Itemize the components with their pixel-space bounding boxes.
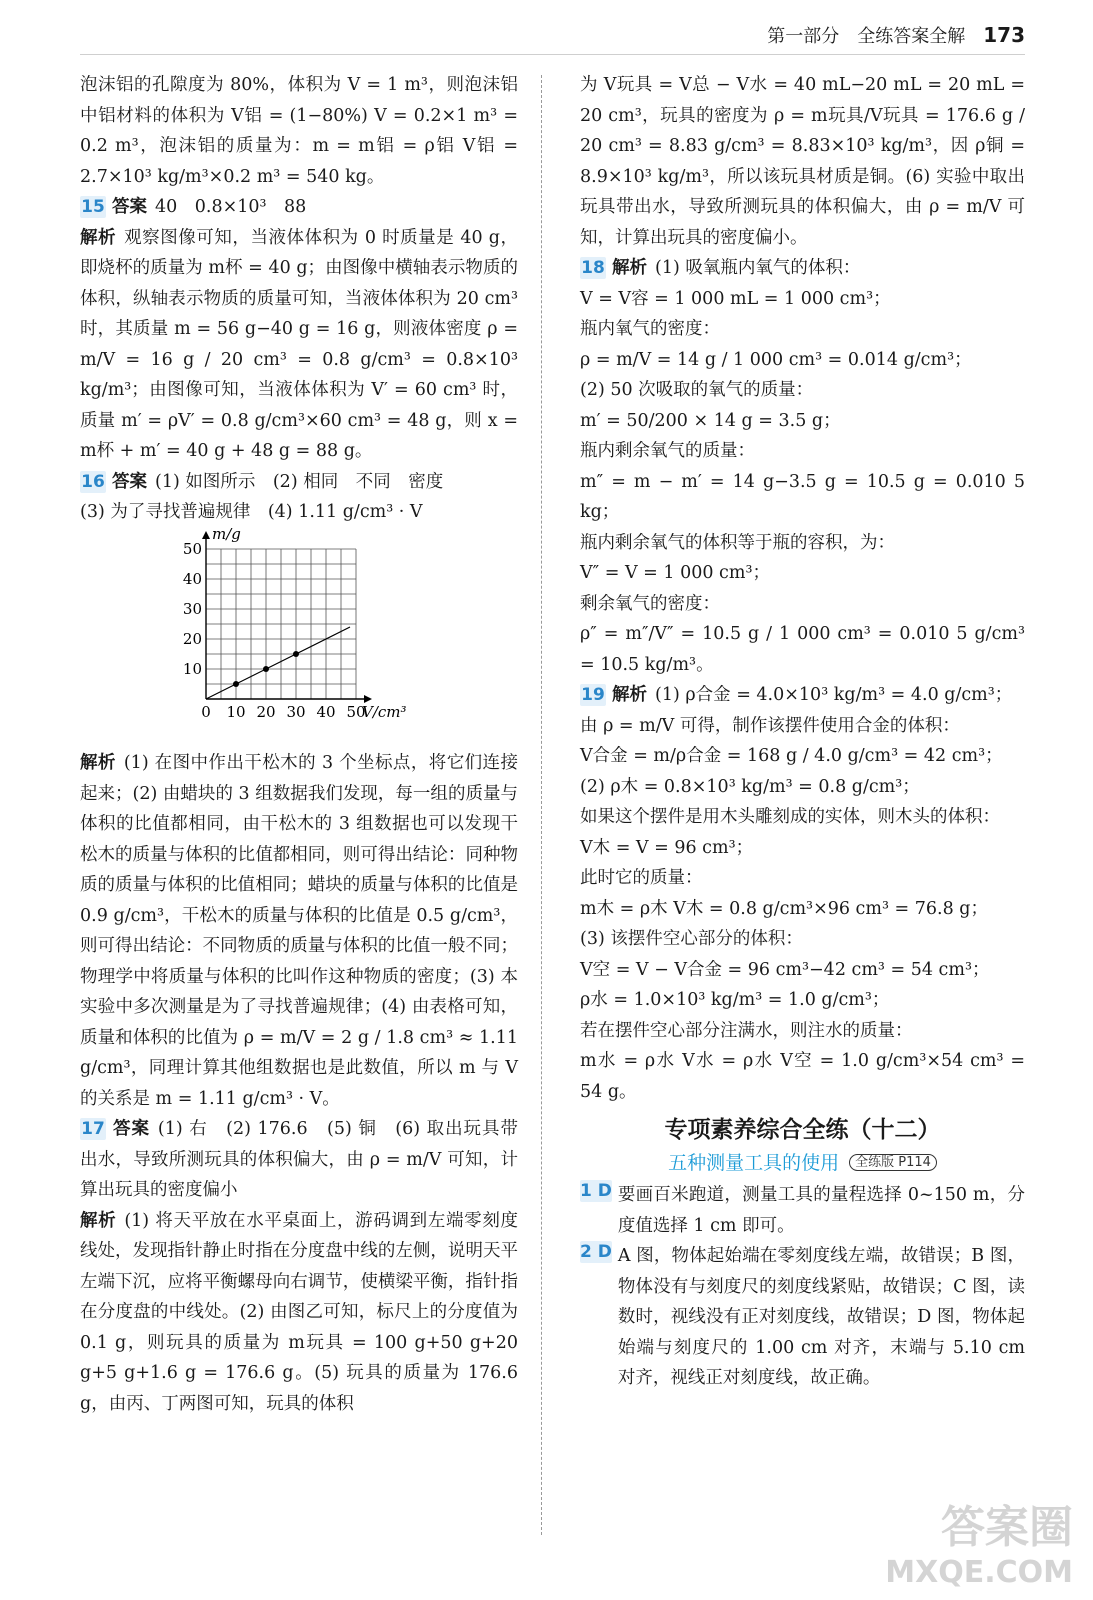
fit-line: [206, 627, 350, 699]
q19-line-9: V空 = V − V合金 = 96 cm³−42 cm³ = 54 cm³；: [580, 959, 990, 980]
q16-answer-line1: (1) 如图所示 (2) 相同 不同 密度: [155, 471, 444, 492]
section-subtitle: [580, 1148, 1025, 1179]
q15-answer-text: 40 0.8×10³ 88: [155, 197, 307, 217]
q19-header: [580, 680, 1025, 711]
right-column: [580, 70, 1025, 1394]
q17-analysis-text: (1) 将天平放在水平桌面上，游码调到左端零刻度线处，发现指针静止时指在分度盘中线的左侧，说明天平左端下沉，应将平衡螺母向右调节，使横梁平衡，指针指在分度盘的中线处。(2) 由图乙可知，标尺上的分度值为 0.1 g，则玩具的质量为 m玩具 = 100 g+50 g+20 g+5 g+1.6 g = 176.6 g。(5) 玩具的质量为 176.6 g，由丙、丁两图可知，玩具的体积: [80, 1210, 519, 1414]
q16-analysis-text: (1) 在图中作出干松木的 3 个坐标点，将它们连接起来；(2) 由蜡块的 3 组数据我们发现，每一组的质量与体积的比值都相同，由干松木的 3 组数据也可以发现干松木的质量与体积的比值都相同，则可得出结论：同种物质的质量与体积的比值相同；蜡块的质量与体积的比值是 0.9 g/cm³，干松木的质量与体积的比值是 0.5 g/cm³，则可得出结论：不同物质的质量与体积的比值一般不同；物理学中将质量与体积的比叫作这种物质的密度；(3) 本实验中多次测量是为了寻找普遍规律；(4) 由表格可知，质量和体积的比值为 ρ = m/V = 2 g / 1.8 cm³ ≈ 1.11 g/cm³，同理计算其他组数据也是此数值，所以 m 与 V 的关系是 m = 1.11 g/cm³ · V。: [80, 753, 519, 1109]
section-tag: 全练版 P114: [849, 1154, 937, 1171]
q15-analysis: [80, 223, 518, 467]
q17-answer: [80, 1114, 518, 1206]
item-2-text: A 图，物体起始端在零刻度线左端，故错误；B 图，物体没有与刻度尺的刻度线紧贴，故错误；C 图，读数时，视线没有正对刻度线，故错误；D 图，物体起始端与刻度尺的 1.00 cm 对齐，末端与 5.10 cm 对齐，视线正对刻度线，故正确。: [617, 1246, 1025, 1389]
item-1-text: 要画百米跑道，测量工具的量程选择 0~150 m，分度值选择 1 cm 即可。: [617, 1185, 1025, 1236]
section-title: 专项素养综合全练（十二）: [664, 1117, 941, 1143]
x-axis-label: V/cm³: [362, 702, 407, 721]
q15-analysis-text: 观察图像可知，当液体体积为 0 时质量是 40 g，即烧杯的质量为 m杯 = 40 g；由图像中横轴表示物质的体积，纵轴表示物质的质量可知，当液体体积为 20 cm³ 时，其质量 m = 56 g−40 g = 16 g，则液体密度 ρ = m/V = 16 g / 20 cm³ = 0.8 g/cm³ = 0.8×10³ kg/m³；由图像可知，当液体体积为 V′ = 60 cm³ 时，质量 m′ = ρV′ = 0.8 g/cm³×60 cm³ = 48 g，则 x = m杯 + m′ = 40 g + 48 g = 88 g。: [80, 227, 519, 461]
q18-label: 解析: [612, 258, 647, 278]
q18-line-8: 瓶内剩余氧气的体积等于瓶的容积，为：: [580, 532, 895, 553]
q17-number: 17: [81, 1119, 105, 1139]
x-tick-label: 50: [346, 702, 366, 721]
q17-analysis: [80, 1206, 518, 1420]
q16-answer-line2: (3) 为了寻找普遍规律 (4) 1.11 g/cm³ · V: [80, 502, 423, 522]
chart-svg: [170, 524, 407, 734]
q16-number: 16: [81, 471, 105, 492]
mass-volume-graph: [170, 524, 518, 745]
q17-continuation: 为 V玩具 = V总 − V水 = 40 mL−20 mL = 20 mL = 20 cm³，玩具的密度为 ρ = m玩具/V玩具 = 176.6 g / 20 cm³ = 8.83 g/cm³ = 8.83×10³ kg/m³，因 ρ铜 = 8.9×10³ kg/m³，所以该玩具材质是铜。(6) 实验中取出玩具带出水，导致所测玩具的体积偏大，由 ρ = m/V 可知，计算出玩具的密度偏小。: [580, 75, 1025, 248]
q17-answer-text: (1) 右 (2) 176.6 (5) 铜 (6) 取出玩具带出水，导致所测玩具的体积偏大，由 ρ = m/V 可知，计算出玩具的密度偏小: [80, 1119, 519, 1200]
q19-line-10: ρ水 = 1.0×10³ kg/m³ = 1.0 g/cm³；: [580, 990, 890, 1010]
y-tick-label: 50: [182, 539, 202, 558]
page-header: [767, 22, 1025, 48]
q19-line-4: 如果这个摆件是用木头雕刻成的实体，则木头的体积：: [580, 807, 1000, 827]
q19-line-6: 此时它的质量：: [580, 868, 703, 888]
y-tick-label: 40: [182, 569, 202, 588]
item-2: [580, 1241, 1025, 1394]
header-title: 全练答案全解: [857, 26, 966, 47]
q19-line-8: (3) 该摆件空心部分的体积：: [580, 929, 803, 949]
q18-line-9: V″ = V = 1 000 cm³；: [580, 563, 770, 583]
q19-line-3: (2) ρ木 = 0.8×10³ kg/m³ = 0.8 g/cm³；: [580, 776, 920, 797]
q18-line-3: ρ = m/V = 14 g / 1 000 cm³ = 0.014 g/cm³；: [580, 349, 972, 370]
left-column: [80, 70, 518, 1419]
item-2-number: 2 D: [580, 1242, 612, 1263]
q19-line-2: V合金 = m/ρ合金 = 168 g / 4.0 g/cm³ = 42 cm³；: [580, 746, 1003, 766]
header-section: 第一部分: [767, 26, 840, 47]
q16-answer-label: 答案: [112, 471, 147, 492]
item-1-number: 1 D: [580, 1181, 612, 1202]
q18-number: 18: [581, 258, 605, 278]
q15-number: 15: [81, 197, 105, 217]
data-point: [233, 681, 239, 687]
x-tick-label: 20: [256, 702, 276, 721]
data-point: [293, 651, 299, 657]
page-number: 173: [983, 23, 1025, 47]
q18-line-7: m″ = m − m′ = 14 g−3.5 g = 10.5 g = 0.010 5 kg；: [580, 471, 1025, 522]
q19-line-0: (1) ρ合金 = 4.0×10³ kg/m³ = 4.0 g/cm³；: [655, 685, 1013, 705]
q19-line-11: 若在摆件空心部分注满水，则注水的质量：: [580, 1020, 913, 1041]
watermark-line1: 答案圈: [941, 1502, 1073, 1553]
x-tick-label: 10: [226, 702, 246, 721]
q17-analysis-label: 解析: [80, 1210, 117, 1231]
q18-header: [580, 253, 1025, 284]
y-tick-label: 10: [182, 659, 202, 678]
y-axis-label: m/g: [212, 524, 241, 543]
q18-line-5: m′ = 50/200 × 14 g = 3.5 g；: [580, 410, 841, 431]
q18-line-1: V = V容 = 1 000 mL = 1 000 cm³；: [580, 288, 891, 309]
q19-line-12: m水 = ρ水 V水 = ρ水 V空 = 1.0 g/cm³×54 cm³ = 54 g。: [580, 1051, 1025, 1102]
y-axis-arrow: [202, 531, 210, 539]
y-tick-label: 30: [182, 599, 202, 618]
q14-continuation: 泡沫铝的孔隙度为 80%，体积为 V = 1 m³，则泡沫铝中铝材料的体积为 V铝 = (1−80%) V = 0.2×1 m³ = 0.2 m³，泡沫铝的质量为：m = m铝 = ρ铝 V铝 = 2.7×10³ kg/m³×0.2 m³ = 540 kg。: [80, 75, 518, 187]
data-point: [263, 666, 269, 672]
q18-line-6: 瓶内剩余氧气的质量：: [580, 441, 755, 461]
q16-analysis: [80, 748, 518, 1114]
q18-line-0: (1) 吸氧瓶内氧气的体积：: [655, 258, 861, 278]
q19-line-1: 由 ρ = m/V 可得，制作该摆件使用合金的体积：: [580, 715, 960, 736]
x-axis-arrow: [364, 695, 372, 703]
item-1: [580, 1180, 1025, 1241]
q18-line-10: 剩余氧气的密度：: [580, 593, 720, 614]
q16-answer: [80, 467, 518, 498]
watermark-line2: MXQE.COM: [885, 1555, 1073, 1590]
q18-line-11: ρ″ = m″/V″ = 10.5 g / 1 000 cm³ = 0.010 5 g/cm³ = 10.5 kg/m³。: [580, 624, 1025, 675]
q15-analysis-label: 解析: [80, 227, 117, 248]
q15-answer: [80, 192, 518, 223]
q15-answer-label: 答案: [112, 197, 147, 217]
x-tick-label: 30: [286, 702, 306, 721]
q16-analysis-label: 解析: [80, 753, 116, 773]
q17-answer-label: 答案: [112, 1119, 150, 1139]
q19-number: 19: [581, 685, 605, 705]
q19-line-5: V木 = V = 96 cm³；: [580, 837, 754, 858]
q19-label: 解析: [612, 685, 647, 705]
q18-line-4: (2) 50 次吸取的氧气的质量：: [580, 380, 814, 400]
y-tick-label: 20: [182, 629, 202, 648]
section-subtitle-text: 五种测量工具的使用: [668, 1151, 840, 1174]
q19-line-7: m木 = ρ木 V木 = 0.8 g/cm³×96 cm³ = 76.8 g；: [580, 898, 988, 919]
x-tick-label: 40: [316, 702, 336, 721]
q18-line-2: 瓶内氧气的密度：: [580, 319, 720, 339]
x-tick-label: 0: [201, 702, 211, 721]
watermark: [885, 1491, 1073, 1590]
header-rule: [80, 54, 1025, 55]
column-divider: [541, 75, 542, 1535]
